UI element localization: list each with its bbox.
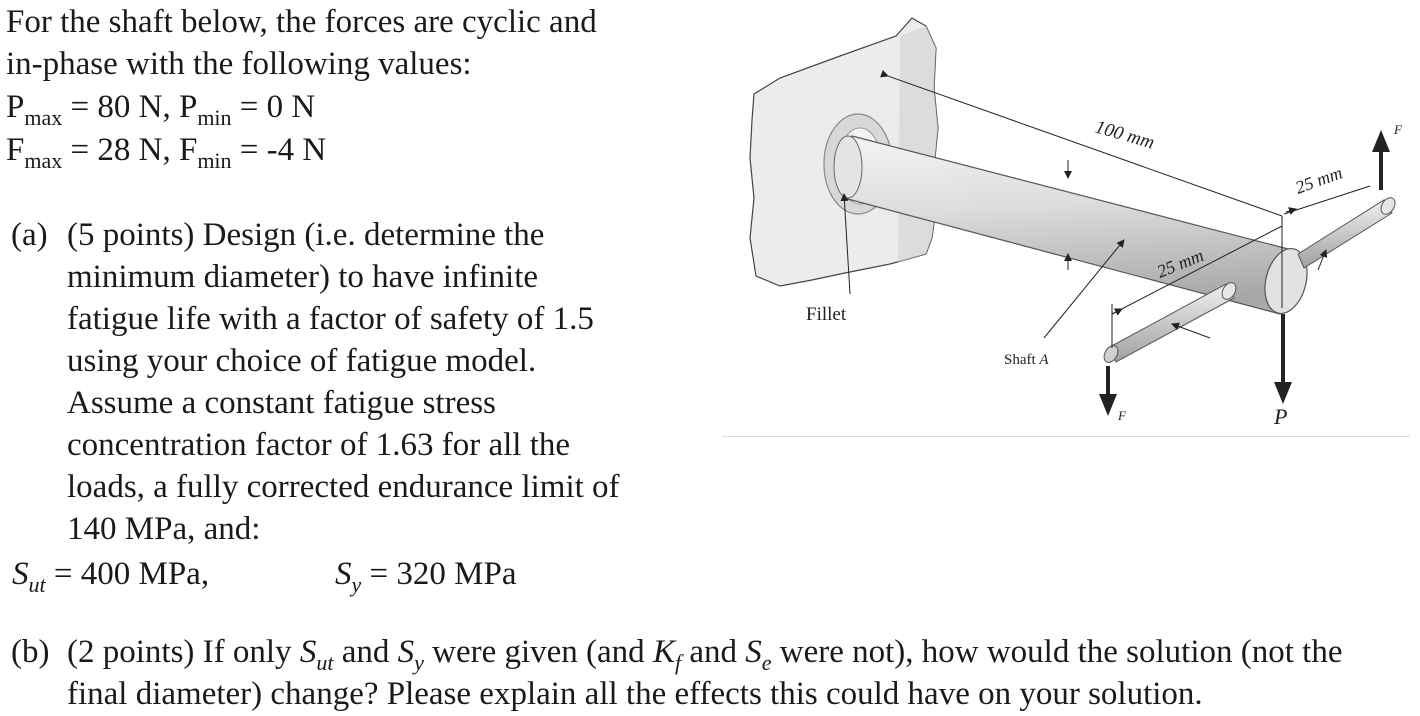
sut-symbol: S (12, 556, 29, 592)
intro-line-2: in-phase with the following values: (6, 46, 472, 82)
label-shaft-a: Shaft A (1004, 352, 1049, 368)
part-a-label: (a) (11, 217, 48, 253)
shaft-figure (720, 8, 1410, 440)
p-max-subscript: max (24, 105, 63, 130)
part-a-line-5: Assume a constant fatigue stress (67, 385, 496, 421)
part-b-label: (b) (11, 634, 50, 670)
part-b-text-1: (2 points) If only (67, 634, 300, 670)
part-a-line-7: loads, a fully corrected endurance limit of (67, 469, 620, 505)
sy-value-line (335, 554, 516, 597)
part-b-text-2: and (333, 634, 398, 670)
part-b-sy-symbol: S (397, 634, 415, 670)
part-b-kf-symbol: K (652, 634, 675, 670)
label-force-f-right: F (1394, 122, 1402, 137)
wall-shadow (898, 26, 938, 262)
pin-shaft-a (1108, 284, 1234, 362)
part-a-line-2: minimum diameter) to have infinite (67, 259, 539, 295)
pin-a-leader (1172, 324, 1210, 338)
f-max-value: = 28 N, (62, 132, 171, 168)
sut-value-line (12, 554, 209, 597)
part-b-kf-subscript: f (674, 650, 682, 675)
part-a-line-1: (5 points) Design (i.e. determine the (67, 217, 545, 253)
part-b-sut-symbol: S (299, 634, 317, 670)
p-load-line (6, 87, 315, 130)
figure-divider (722, 436, 1410, 437)
part-a-line-8: 140 MPa, and: (67, 511, 261, 547)
f-min-symbol: F (178, 132, 198, 168)
sy-symbol: S (335, 556, 352, 592)
p-min-symbol: P (178, 89, 198, 125)
force-arrow-f-down (1099, 366, 1117, 416)
part-b-sy-subscript: y (414, 650, 424, 675)
p-min-value: = 0 N (231, 89, 316, 125)
label-25mm-right: 25 mm (1292, 162, 1345, 198)
p-max-value: = 80 N, (62, 89, 171, 125)
part-b-line-1 (67, 632, 1343, 675)
part-a-line-6: concentration factor of 1.63 for all the (67, 427, 571, 463)
label-100mm: 100 mm (1092, 116, 1157, 154)
f-max-subscript: max (24, 148, 63, 173)
sy-value: = 320 MPa (361, 556, 517, 592)
sut-value: = 400 MPa, (45, 556, 210, 592)
f-max-symbol: F (6, 132, 25, 168)
part-b-text-3: were given (and (423, 634, 653, 670)
part-b-text-4: and (681, 634, 746, 670)
part-a-line-4: using your choice of fatigue model. (67, 343, 537, 379)
sut-subscript: ut (28, 572, 46, 597)
f-load-line (6, 130, 326, 173)
label-force-p: P (1274, 404, 1288, 429)
part-b-line-2: final diameter) change? Please explain all the effects this could have on your solution. (67, 676, 1203, 712)
f-min-value: = -4 N (231, 132, 327, 168)
shaft-left-end (834, 136, 862, 198)
sy-subscript: y (351, 572, 362, 597)
pin-right (1298, 200, 1392, 268)
force-arrow-p-down (1274, 314, 1292, 404)
p-max-symbol: P (6, 89, 25, 125)
label-fillet: Fillet (806, 304, 847, 325)
part-a-line-3: fatigue life with a factor of safety of 1.5 (67, 301, 594, 337)
part-b-se-subscript: e (761, 650, 772, 675)
f-min-subscript: min (197, 148, 232, 173)
part-b-se-symbol: S (745, 634, 762, 670)
part-b-text-5: were not), how would the solution (not the (771, 634, 1343, 670)
part-b-sut-subscript: ut (316, 650, 334, 675)
intro-line-1: For the shaft below, the forces are cyclic and (6, 4, 597, 40)
label-25mm-middle: 25 mm (1154, 244, 1207, 282)
force-arrow-f-up (1372, 130, 1390, 190)
p-min-subscript: min (197, 105, 232, 130)
label-force-f-left: F (1118, 408, 1126, 423)
